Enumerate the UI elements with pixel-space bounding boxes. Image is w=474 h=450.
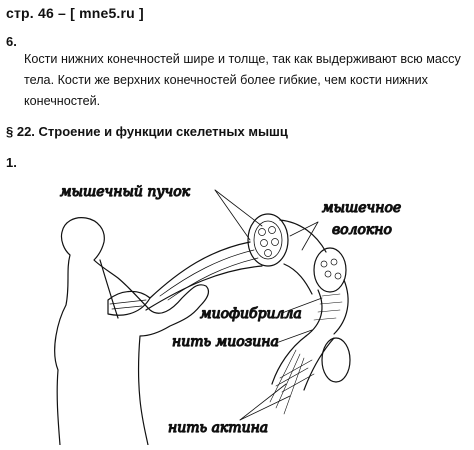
answer-line: тела. Кости же верхних конечностей более гибкие, чем кости нижних	[24, 73, 428, 87]
muscle-structure-figure	[0, 170, 474, 445]
myofibril	[306, 280, 348, 336]
label-myosin: нить миозина	[172, 334, 279, 350]
label-muscle-fiber-2: волокно	[332, 222, 392, 238]
filaments	[270, 336, 350, 414]
question-6-number: 6.	[6, 34, 17, 49]
page-header: стр. 46 – [ mne5.ru ]	[6, 5, 144, 21]
label-myofibril: миофибрилла	[200, 306, 302, 322]
label-actin: нить актина	[168, 420, 269, 436]
label-muscle-bundle: мышечный пучок	[60, 184, 190, 200]
section-title: § 22. Строение и функции скелетных мышц	[6, 124, 288, 139]
muscle-tube	[146, 242, 262, 310]
bundle-cross-section	[248, 214, 288, 266]
question-6-answer	[24, 49, 469, 112]
label-muscle-fiber-1: мышечное	[322, 200, 402, 216]
question-1-number: 1.	[6, 155, 17, 170]
answer-line: конечностей.	[24, 94, 101, 108]
human-silhouette	[55, 218, 209, 445]
muscle-drawing	[0, 170, 474, 445]
answer-line: Кости нижних конечностей шире и толще, так как выдерживают всю массу	[24, 52, 461, 66]
